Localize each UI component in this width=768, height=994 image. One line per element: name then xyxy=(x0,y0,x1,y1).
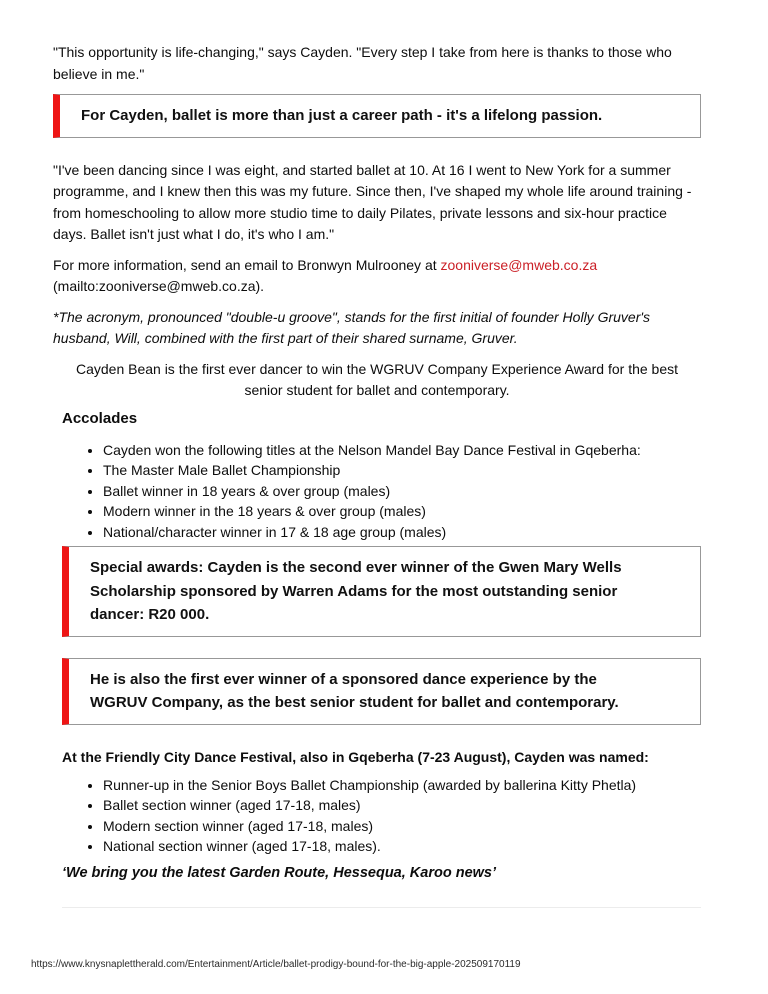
intro-quote-paragraph: "This opportunity is life-changing," says Cayden. "Every step I take from here is thanks to those who believe in me." xyxy=(53,44,672,82)
acronym-note-paragraph: *The acronym, pronounced "double-u groove", stands for the first initial of founder Holly Gruver's husband, Will, combined with the first part of their shared surname, Gruver. xyxy=(53,308,651,346)
friendly-city-list xyxy=(62,775,701,857)
pullquote-special-awards xyxy=(62,546,701,637)
article-content xyxy=(53,42,701,908)
pullquote-lifelong-passion xyxy=(53,94,701,138)
contact-paragraph xyxy=(53,255,701,298)
email-link[interactable]: zooniverse@mweb.co.za xyxy=(440,256,598,273)
pullquote-wgruv-experience xyxy=(62,658,701,725)
accolades-section xyxy=(62,411,701,908)
list-item: • Modern winner in the 18 years & over group (males) xyxy=(103,501,701,522)
divider xyxy=(62,907,701,908)
list-item: • Cayden won the following titles at the Nelson Mandel Bay Dance Festival in Gqeberha: xyxy=(103,440,701,461)
friendly-city-heading: At the Friendly City Dance Festival, also in Gqeberha (7-23 August), Cayden was named: xyxy=(62,748,649,765)
contact-text-prefix: For more information, send an email to Bronwyn Mulrooney at xyxy=(53,256,441,273)
pullquote-lifelong-passion-text: For Cayden, ballet is more than just a career path - it's a lifelong passion. xyxy=(81,107,603,124)
list-item: • Runner-up in the Senior Boys Ballet Championship (awarded by ballerina Kitty Phetla) xyxy=(103,775,701,796)
award-caption: Cayden Bean is the first ever dancer to win the WGRUV Company Experience Award for the best senior student for ballet and contemporary. xyxy=(75,360,679,398)
contact-text-suffix: (mailto:zooniverse@mweb.co.za). xyxy=(53,278,265,294)
list-item: • Ballet winner in 18 years & over group (males) xyxy=(103,481,701,502)
list-item: • National/character winner in 17 & 18 age group (males) xyxy=(103,522,701,543)
list-item: • The Master Male Ballet Championship xyxy=(103,460,701,481)
list-item: • Ballet section winner (aged 17-18, males) xyxy=(103,795,701,816)
list-item: • Modern section winner (aged 17-18, males) xyxy=(103,816,701,837)
list-item: • National section winner (aged 17-18, males). xyxy=(103,836,701,857)
accolades-heading: Accolades xyxy=(62,409,138,427)
pullquote-special-awards-text: Special awards: Cayden is the second ever winner of the Gwen Mary Wells Scholarship sponsored by Warren Adams for the most outstanding senior dancer: R20 000. xyxy=(90,559,622,623)
source-url: https://www.knysnaplettherald.com/Entertainment/Article/ballet-prodigy-bound-for-the-big-apple-202509170119 xyxy=(31,959,521,970)
dancing-history-paragraph: "I've been dancing since I was eight, and started ballet at 10. At 16 I went to New York for a summer programme, and I knew then this was my future. Since then, I've shaped my whole life around training - from homeschooling to allow more studio time to daily Pilates, private lessons and six-hour practice days. Ballet isn't just what I do, it's who I am." xyxy=(53,161,692,242)
news-tagline: ‘We bring you the latest Garden Route, Hessequa, Karoo news’ xyxy=(62,864,497,881)
accolades-list xyxy=(62,440,701,543)
pullquote-wgruv-experience-text: He is also the first ever winner of a sponsored dance experience by the WGRUV Company, as the best senior student for ballet and contemporary. xyxy=(90,670,619,711)
